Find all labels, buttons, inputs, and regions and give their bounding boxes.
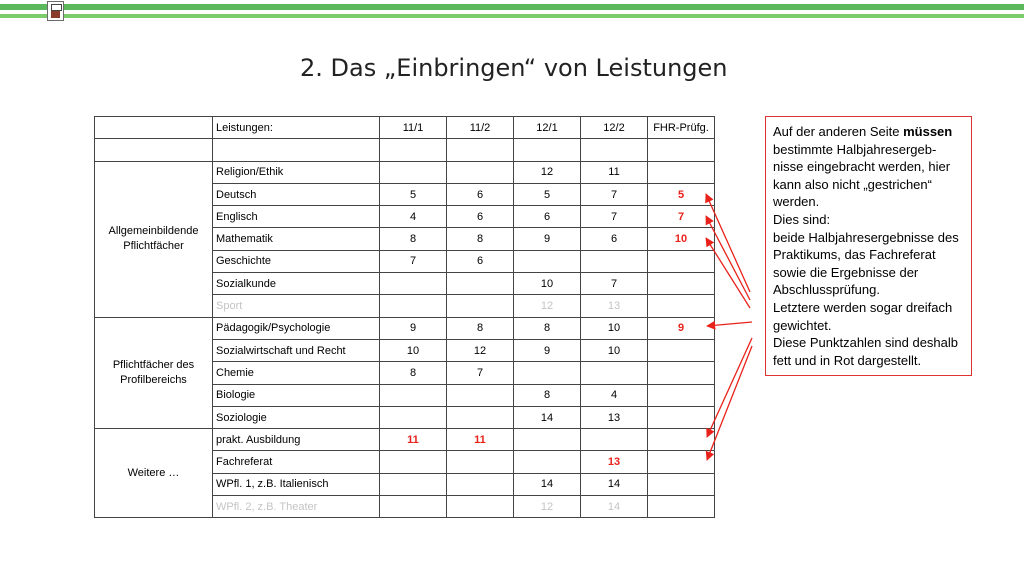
note-paragraph: Diese Punktzahlen sind deshalb fett und in Rot dargestellt. bbox=[773, 335, 959, 368]
note-text: Auf der anderen Seite bbox=[773, 124, 904, 139]
grade-cell: 10 bbox=[581, 317, 648, 339]
grade-cell: 12 bbox=[447, 339, 514, 361]
grade-cell: 6 bbox=[447, 183, 514, 205]
column-header: Leistungen: bbox=[213, 117, 380, 139]
column-header: FHR-Prüfg. bbox=[648, 117, 715, 139]
grade-cell-highlight: 11 bbox=[447, 429, 514, 451]
subject-cell: Mathematik bbox=[213, 228, 380, 250]
grade-cell: 4 bbox=[581, 384, 648, 406]
grade-cell: 12 bbox=[514, 496, 581, 518]
grade-cell: 7 bbox=[581, 206, 648, 228]
grade-cell-highlight: 7 bbox=[648, 206, 715, 228]
arrow-to-englisch bbox=[706, 216, 750, 300]
group-label: Allgemeinbildende Pflichtfächer bbox=[95, 161, 213, 317]
grade-cell: 11 bbox=[581, 161, 648, 183]
subject-cell: Soziologie bbox=[213, 406, 380, 428]
page-title: 2. Das „Einbringen“ von Leistungen bbox=[300, 54, 728, 82]
subject-cell: Pädagogik/Psychologie bbox=[213, 317, 380, 339]
grade-cell-highlight: 13 bbox=[581, 451, 648, 473]
grade-cell: 8 bbox=[447, 317, 514, 339]
grade-cell: 8 bbox=[514, 317, 581, 339]
grade-cell: 8 bbox=[514, 384, 581, 406]
grade-cell: 6 bbox=[514, 206, 581, 228]
grade-cell: 12 bbox=[514, 295, 581, 317]
grade-cell: 6 bbox=[581, 228, 648, 250]
subject-cell: Fachreferat bbox=[213, 451, 380, 473]
grade-cell-highlight: 11 bbox=[380, 429, 447, 451]
grade-cell: 4 bbox=[380, 206, 447, 228]
grade-cell: 10 bbox=[380, 339, 447, 361]
column-header: 12/2 bbox=[581, 117, 648, 139]
grade-cell: 6 bbox=[447, 250, 514, 272]
note-paragraph: Dies sind: bbox=[773, 211, 831, 227]
grade-cell: 9 bbox=[380, 317, 447, 339]
subject-cell: Sozialkunde bbox=[213, 273, 380, 295]
subject-cell: Sport bbox=[213, 295, 380, 317]
grade-cell: 6 bbox=[447, 206, 514, 228]
subject-cell: Chemie bbox=[213, 362, 380, 384]
subject-cell: WPfl. 1, z.B. Italienisch bbox=[213, 473, 380, 495]
grade-cell: 7 bbox=[581, 183, 648, 205]
grade-cell-highlight: 10 bbox=[648, 228, 715, 250]
grade-cell: 12 bbox=[514, 161, 581, 183]
grade-cell: 10 bbox=[581, 339, 648, 361]
subject-cell: WPfl. 2, z.B. Theater bbox=[213, 496, 380, 518]
group-label: Weitere … bbox=[95, 429, 213, 518]
grade-cell: 5 bbox=[514, 183, 581, 205]
arrow-to-praktikum bbox=[707, 338, 752, 437]
column-header: 12/1 bbox=[514, 117, 581, 139]
column-header: 11/2 bbox=[447, 117, 514, 139]
grade-cell: 7 bbox=[447, 362, 514, 384]
grade-cell: 10 bbox=[514, 273, 581, 295]
note-paragraph: beide Halbjahresergebnisse des Praktikums, das Fachreferat sowie die Ergebnisse der Abschlussprüfung. bbox=[773, 229, 959, 298]
note-paragraph: Letztere werden sogar dreifach gewichtet. bbox=[773, 299, 953, 333]
subject-cell: prakt. Ausbildung bbox=[213, 429, 380, 451]
subject-cell: Deutsch bbox=[213, 183, 380, 205]
grade-cell: 8 bbox=[447, 228, 514, 250]
arrow-to-fachreferat bbox=[707, 346, 752, 460]
subject-cell: Englisch bbox=[213, 206, 380, 228]
arrow-to-paedagogik bbox=[707, 322, 752, 326]
grade-cell: 7 bbox=[380, 250, 447, 272]
grade-cell: 8 bbox=[380, 362, 447, 384]
group-label: Pflichtfächer des Profilbereichs bbox=[95, 317, 213, 428]
grade-cell: 13 bbox=[581, 295, 648, 317]
subject-cell: Religion/Ethik bbox=[213, 161, 380, 183]
subject-cell: Sozialwirtschaft und Recht bbox=[213, 339, 380, 361]
grade-cell: 7 bbox=[581, 273, 648, 295]
note-text: bestimmte Halbjahresergeb-nisse eingebracht werden, hier kann also nicht „gestrichen“ werden. bbox=[773, 141, 951, 210]
grade-cell: 9 bbox=[514, 339, 581, 361]
grade-cell: 5 bbox=[380, 183, 447, 205]
grade-cell: 14 bbox=[514, 406, 581, 428]
grade-cell: 14 bbox=[514, 473, 581, 495]
subject-cell: Biologie bbox=[213, 384, 380, 406]
grade-cell: 9 bbox=[514, 228, 581, 250]
subject-cell: Geschichte bbox=[213, 250, 380, 272]
note-emphasis: müssen bbox=[903, 124, 953, 139]
grade-cell: 14 bbox=[581, 496, 648, 518]
column-header: 11/1 bbox=[380, 117, 447, 139]
grade-cell-highlight: 5 bbox=[648, 183, 715, 205]
grade-cell: 14 bbox=[581, 473, 648, 495]
grade-cell: 13 bbox=[581, 406, 648, 428]
grade-cell-highlight: 9 bbox=[648, 317, 715, 339]
grade-cell: 8 bbox=[380, 228, 447, 250]
arrow-to-mathematik bbox=[706, 238, 750, 308]
arrow-to-deutsch bbox=[706, 194, 750, 292]
